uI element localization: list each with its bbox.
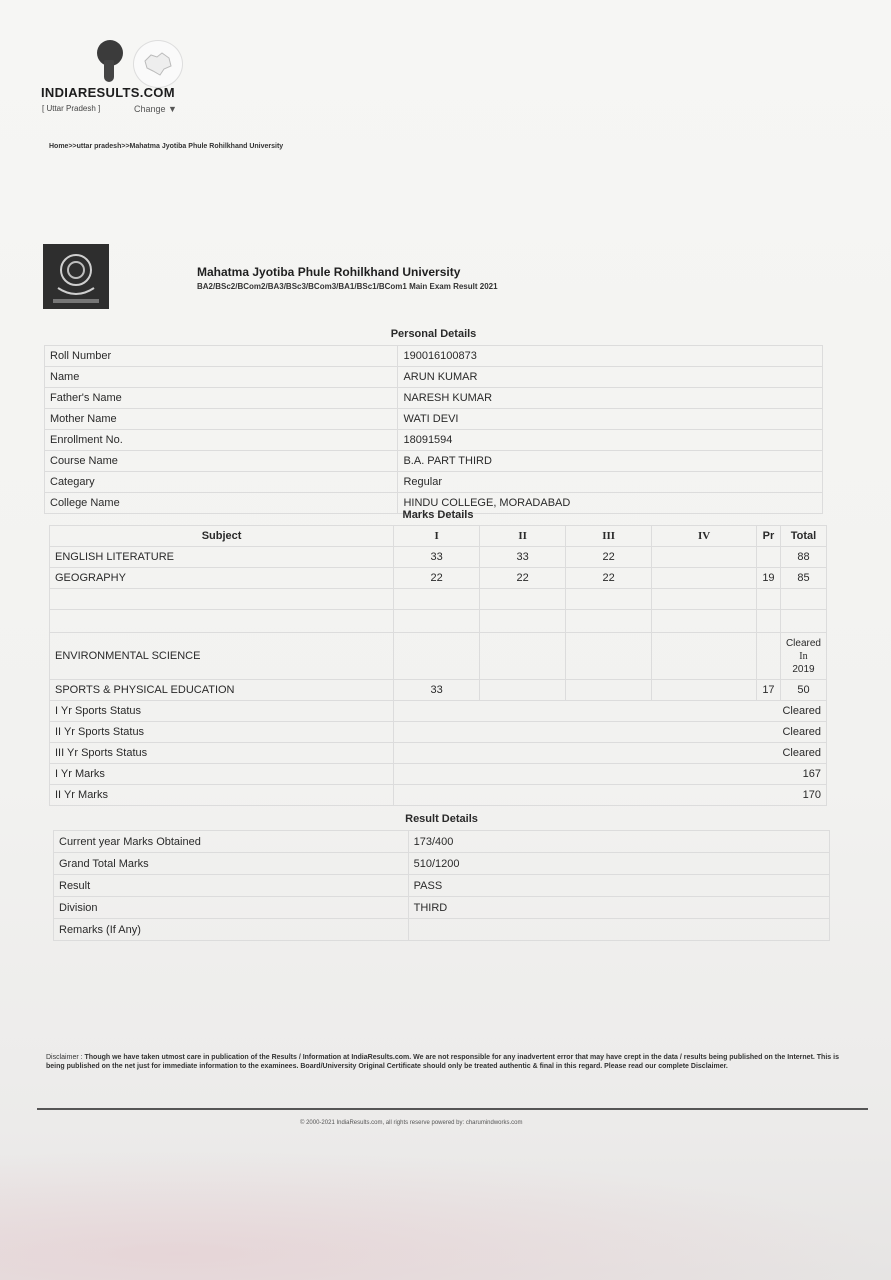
column-header: Pr (756, 526, 780, 547)
uttar-pradesh-map-icon (133, 40, 183, 88)
marks-cell (756, 547, 780, 568)
marks-cell (652, 547, 757, 568)
university-name: Mahatma Jyotiba Phule Rohilkhand University (197, 265, 461, 279)
field-label: Mother Name (45, 409, 398, 430)
field-label: Grand Total Marks (54, 853, 409, 875)
table-row (50, 785, 827, 806)
subject-name: GEOGRAPHY (50, 568, 394, 589)
field-label: Remarks (If Any) (54, 919, 409, 941)
marks-header-row (50, 526, 827, 547)
marks-cell: 33 (394, 547, 480, 568)
marks-cell (652, 568, 757, 589)
column-header: II (480, 526, 566, 547)
marks-cell: 17 (756, 680, 780, 701)
field-label: College Name (45, 493, 398, 514)
total-cell: 88 (780, 547, 826, 568)
copyright: © 2000-2021 IndiaResults.com, all rights reserve powered by: charumindworks.com (300, 1120, 523, 1126)
table-row (54, 897, 830, 919)
field-value: 173/400 (408, 831, 829, 853)
field-value: 190016100873 (398, 346, 823, 367)
result-details-heading: Result Details (405, 813, 478, 825)
table-row (45, 409, 823, 430)
university-emblem-icon (43, 244, 109, 309)
table-row (54, 831, 830, 853)
status-value: Cleared (394, 722, 827, 743)
table-row (54, 919, 830, 941)
field-label: Categary (45, 472, 398, 493)
subject-name: ENGLISH LITERATURE (50, 547, 394, 568)
field-value: 18091594 (398, 430, 823, 451)
table-row (50, 743, 827, 764)
column-header: I (394, 526, 480, 547)
status-value: 170 (394, 785, 827, 806)
marks-cell: 22 (566, 568, 652, 589)
table-row (45, 388, 823, 409)
table-row (54, 853, 830, 875)
field-value: ARUN KUMAR (398, 367, 823, 388)
lighting-shadow (0, 1150, 891, 1280)
field-label: Father's Name (45, 388, 398, 409)
field-value: 510/1200 (408, 853, 829, 875)
field-label: Name (45, 367, 398, 388)
table-row (50, 680, 827, 701)
disclaimer-label: Disclaimer : (46, 1054, 83, 1061)
status-label: I Yr Sports Status (50, 701, 394, 722)
field-value: B.A. PART THIRD (398, 451, 823, 472)
field-label: Course Name (45, 451, 398, 472)
status-label: II Yr Marks (50, 785, 394, 806)
table-row (50, 722, 827, 743)
marks-cell: 33 (394, 680, 480, 701)
table-row (50, 764, 827, 785)
field-label: Division (54, 897, 409, 919)
status-label: II Yr Sports Status (50, 722, 394, 743)
marks-cell: 33 (480, 547, 566, 568)
table-row (50, 568, 827, 589)
column-header: III (566, 526, 652, 547)
empty-row (50, 589, 827, 610)
field-value (408, 919, 829, 941)
field-label: Roll Number (45, 346, 398, 367)
env-status-line: Cleared (785, 637, 821, 649)
column-header: Total (780, 526, 826, 547)
field-value: NARESH KUMAR (398, 388, 823, 409)
status-label: I Yr Marks (50, 764, 394, 785)
result-details-table (53, 808, 830, 941)
state-label: [ Uttar Pradesh ] (42, 104, 101, 113)
column-header: IV (652, 526, 757, 547)
field-value: PASS (408, 875, 829, 897)
site-logo-figure-icon (104, 60, 114, 82)
site-logo-text[interactable]: INDIARESULTS.COM (41, 85, 175, 100)
table-row (54, 875, 830, 897)
column-header: Subject (50, 526, 394, 547)
table-row (50, 633, 827, 680)
change-state-link[interactable]: Change ▼ (134, 104, 177, 114)
exam-title: BA2/BSc2/BCom2/BA3/BSc3/BCom3/BA1/BSc1/BCom1 Main Exam Result 2021 (197, 282, 498, 291)
table-row (50, 547, 827, 568)
table-row (45, 346, 823, 367)
status-label: III Yr Sports Status (50, 743, 394, 764)
subject-name: ENVIRONMENTAL SCIENCE (50, 633, 394, 680)
env-status-line: 2019 (792, 663, 815, 675)
table-row (45, 367, 823, 388)
marks-cell: 22 (394, 568, 480, 589)
footer-divider (37, 1108, 868, 1110)
table-row (50, 701, 827, 722)
table-row (45, 451, 823, 472)
disclaimer-link[interactable]: Disclaimer. (690, 1063, 728, 1070)
marks-cell: 19 (756, 568, 780, 589)
breadcrumb[interactable]: Home>>uttar pradesh>>Mahatma Jyotiba Phule Rohilkhand University (49, 143, 284, 150)
marks-cell: 22 (480, 568, 566, 589)
disclaimer (46, 1053, 846, 1071)
empty-row (50, 610, 827, 633)
field-label: Result (54, 875, 409, 897)
total-cell: 85 (780, 568, 826, 589)
subject-name: SPORTS & PHYSICAL EDUCATION (50, 680, 394, 701)
field-value: THIRD (408, 897, 829, 919)
marks-details-heading: Marks Details (402, 509, 474, 521)
field-label: Enrollment No. (45, 430, 398, 451)
table-row (45, 472, 823, 493)
personal-details-heading: Personal Details (390, 328, 477, 340)
field-value: Regular (398, 472, 823, 493)
disclaimer-text: Though we have taken utmost care in publication of the Results / Information at IndiaResults.com. We are not responsible for any inadvertent error that may have crept in the data / results being published on the Internet. This is being published on the net just for immediate information to the examinees. Board/University Original Certificate should only be treated authentic & final in this regard. Please read our complete (46, 1054, 839, 1070)
marks-cell: 22 (566, 547, 652, 568)
field-value: WATI DEVI (398, 409, 823, 430)
table-row (45, 430, 823, 451)
marks-details-table (49, 505, 827, 806)
status-value: Cleared (394, 701, 827, 722)
field-value: HINDU COLLEGE, MORADABAD (398, 493, 823, 514)
total-cell: 50 (780, 680, 826, 701)
status-value: 167 (394, 764, 827, 785)
personal-details-table (44, 319, 823, 514)
env-status-line: In (799, 650, 808, 662)
field-label: Current year Marks Obtained (54, 831, 409, 853)
total-cell (780, 633, 826, 680)
status-value: Cleared (394, 743, 827, 764)
